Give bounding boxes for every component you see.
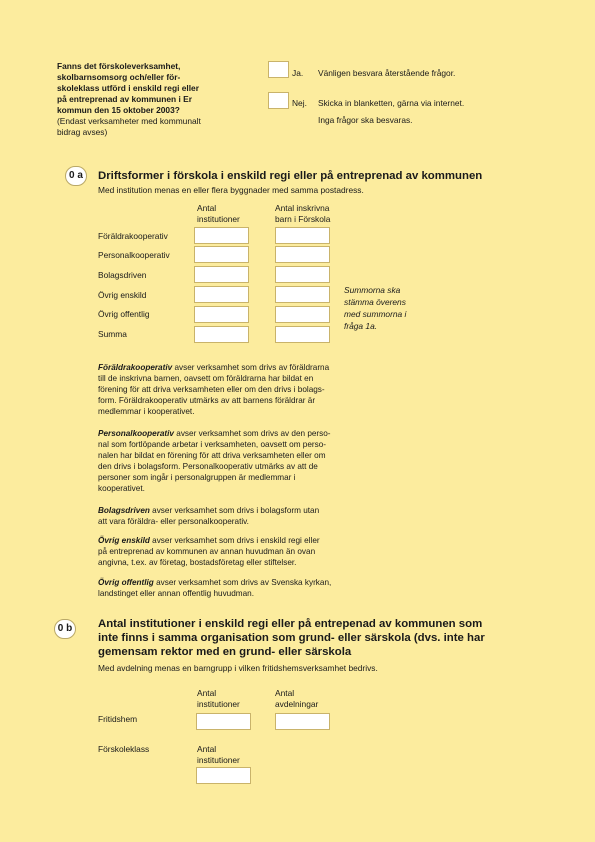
col-header-institutioner [197,203,240,225]
definition-ovrig-offentlig [98,577,388,599]
definition-text: avser verksamhet som drivs av den perso- [174,429,331,438]
section-subtitle-0b: Med avdelning menas en barngrupp i vilken fritidshemsverksamhet bedrivs. [98,663,378,673]
input-ovrig-enskild-barn[interactable] [275,286,330,303]
col-header-line: institutioner [197,699,240,709]
section-title-0a: Driftsformer i förskola i enskild regi eller på entreprenad av kommunen [98,170,483,182]
intro-line: skolbarnsomsorg och/eller för- [57,72,181,82]
input-summa-institutioner[interactable] [194,326,249,343]
definition-term: Föräldrakooperativ [98,363,173,372]
title-line: inte finns i samma organisation som grund- eller särskola (dvs. inte har [98,632,485,644]
note-line: Summorna ska [344,285,401,295]
intro-question [57,61,257,138]
note-line: fråga 1a. [344,321,378,331]
row-label-ovrig-offentlig: Övrig offentlig [98,309,150,319]
input-foraldrakooperativ-barn[interactable] [275,227,330,244]
definition-text: att vara föräldra- eller personalkooperativ. [98,517,249,526]
input-ovrig-offentlig-institutioner[interactable] [194,306,249,323]
row-label-fritidshem: Fritidshem [98,714,138,724]
col-header-fritids-avdelningar [275,688,318,710]
col-header-line: avdelningar [275,699,319,709]
row-label-foraldrakooperativ: Föräldrakooperativ [98,231,168,241]
input-summa-barn[interactable] [275,326,330,343]
yes-text: Vänligen besvara återstående frågor. [318,68,456,78]
yes-label: Ja. [292,68,304,78]
intro-line: skoleklass utförd i enskild regi eller [57,83,199,93]
definition-text: angivna, t.ex. av företag, bostadsföretag eller stiftelser. [98,558,297,567]
definition-term: Övrig enskild [98,536,150,545]
input-personalkooperativ-institutioner[interactable] [194,246,249,263]
section-badge-0a: 0 a [65,166,87,186]
input-fritidshem-institutioner[interactable] [196,713,251,730]
col-header-line: barn i Förskola [275,214,331,224]
intro-line: kommun den 15 oktober 2003? [57,105,180,115]
input-ovrig-offentlig-barn[interactable] [275,306,330,323]
input-personalkooperativ-barn[interactable] [275,246,330,263]
title-line: Antal institutioner i enskild regi eller på entrepenad av kommunen som [98,618,483,630]
col-header-line: Antal inskrivna [275,203,330,213]
row-label-bolagsdriven: Bolagsdriven [98,270,147,280]
sum-note [344,284,424,332]
definition-text: avser verksamhet som drivs i enskild regi eller [149,536,320,545]
definition-text: nalen har bildat en förening för att driva verksamheten eller om [98,451,326,460]
intro-line: Fanns det förskoleverksamhet, [57,61,181,71]
input-bolagsdriven-institutioner[interactable] [194,266,249,283]
definition-text: nal som fortlöpande arbetar i verksamheten, oavsett om perso- [98,440,326,449]
col-header-line: Antal [197,744,217,754]
col-header-line: institutioner [197,755,240,765]
definition-text: medlemmar i kooperativet. [98,407,195,416]
title-line: gemensam rektor med en grund- eller särskola [98,646,352,658]
section-badge-0b: 0 b [54,619,76,639]
definition-term: Bolagsdriven [98,506,150,515]
definition-text: avser verksamhet som drivs av Svenska kyrkan, [153,578,332,587]
definition-text: förening för att driva verksamheten eller om den drivs i bolags- [98,385,325,394]
definition-term: Personalkooperativ [98,429,174,438]
col-header-barn [275,203,330,225]
col-header-line: Antal [197,688,217,698]
definition-term: Övrig offentlig [98,578,154,587]
definition-ovrig-enskild [98,535,388,568]
intro-note: (Endast verksamheter med kommunalt [57,116,201,126]
definition-text: avser verksamhet som drivs av föräldrarna [172,363,330,372]
intro-note: bidrag avses) [57,127,108,137]
no-checkbox[interactable] [268,92,289,109]
input-forskoleklass-institutioner[interactable] [196,767,251,784]
section-title-0b [98,617,528,659]
definition-text: personer som ingår i personalgruppen är medlemmar i [98,473,296,482]
row-label-ovrig-enskild: Övrig enskild [98,290,147,300]
note-line: med summorna i [344,309,407,319]
row-label-personalkooperativ: Personalkooperativ [98,250,170,260]
input-ovrig-enskild-institutioner[interactable] [194,286,249,303]
col-header-fritids-institutioner [197,688,240,710]
row-label-forskoleklass: Förskoleklass [98,744,150,754]
input-bolagsdriven-barn[interactable] [275,266,330,283]
no-text: Skicka in blanketten, gärna via internet. [318,98,465,108]
definition-foraldrakooperativ [98,362,388,417]
col-header-line: institutioner [197,214,240,224]
definition-text: på entreprenad av kommunen av annan huvudman än ovan [98,547,316,556]
col-header-fsk-institutioner [197,744,240,766]
definition-text: landstinget eller annan offentlig huvudman. [98,589,254,598]
definition-text: avser verksamhet som drivs i bolagsform utan [149,506,320,515]
row-label-summa: Summa [98,329,127,339]
note-line: stämma överens [344,297,406,307]
col-header-line: Antal [197,203,217,213]
definition-text: den drivs i bolagsform. Personalkooperativ utmärks av att de [98,462,318,471]
input-foraldrakooperativ-institutioner[interactable] [194,227,249,244]
no-label: Nej. [292,98,307,108]
intro-line: på entreprenad av kommunen i Er [57,94,192,104]
definition-text: till de inskrivna barnen, oavsett om föräldrarna har bildat en [98,374,314,383]
col-header-line: Antal [275,688,295,698]
yes-checkbox[interactable] [268,61,289,78]
definition-bolagsdriven [98,505,388,527]
section-subtitle-0a: Med institution menas en eller flera byggnader med samma postadress. [98,185,364,195]
input-fritidshem-avdelningar[interactable] [275,713,330,730]
definition-text: form. Föräldrakooperativ utmärks av att barnens föräldrar är [98,396,316,405]
no-text-2: Inga frågor ska besvaras. [318,115,413,125]
definition-text: kooperativet. [98,484,145,493]
definition-personalkooperativ [98,428,388,494]
